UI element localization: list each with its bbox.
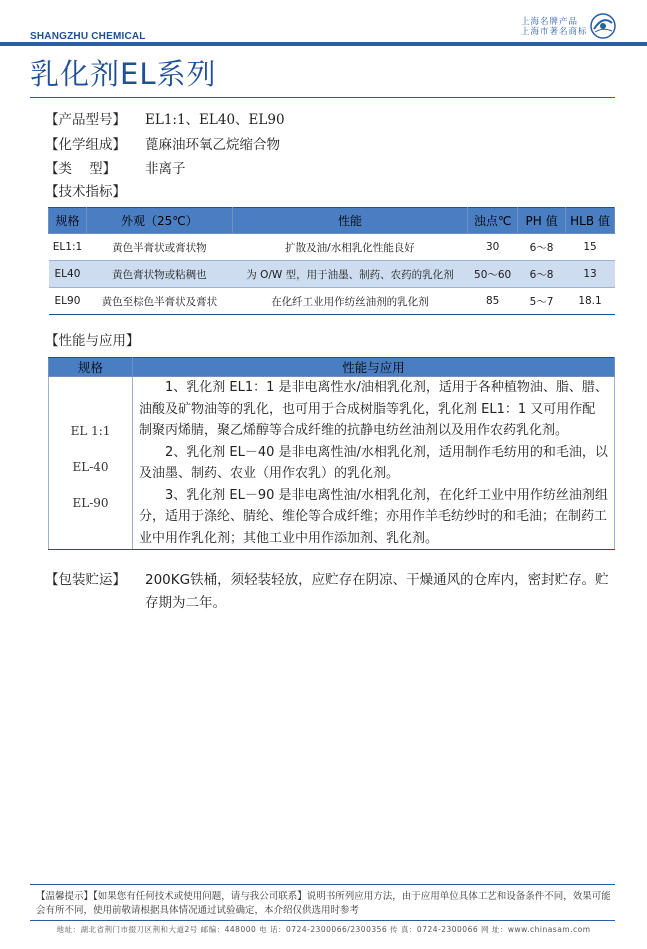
table-cell: 18.1 — [566, 288, 615, 315]
column-header: 浊点℃ — [468, 208, 518, 234]
spec-value: EL1:1、EL40、EL90 — [145, 112, 285, 128]
model-name: EL-40 — [72, 460, 109, 474]
spec-row-type — [45, 157, 186, 177]
spec-value: 非离子 — [145, 161, 186, 177]
table-cell: EL90 — [49, 288, 87, 315]
page-title: 乳化剂EL系列 — [30, 57, 217, 91]
table-cell: 为 O/W 型，用于油墨、制药、农药的乳化剂 — [232, 261, 467, 288]
section-label: 【包装贮运】 — [45, 572, 126, 588]
company-logo-icon — [588, 11, 618, 41]
header-divider — [0, 42, 647, 46]
table-cell: 30 — [468, 234, 518, 261]
table-cell: EL1:1 — [49, 234, 87, 261]
table-cell: 黄色膏状物或粘稠也 — [86, 261, 232, 288]
description-paragraph: 2、乳化剂 EL－40 是非电离性油/水相乳化剂，适用制作毛纺用的和毛油，以及油墨、制药、农业（用作农乳）的乳化剂。 — [139, 444, 608, 481]
spec-row-model — [45, 108, 285, 128]
column-header: 外观（25℃） — [86, 208, 232, 234]
model-list-cell — [49, 377, 133, 550]
footer-address: 地址：湖北省荆门市掇刀区荆和大道2号 邮编：448000 电 话：0724-2300066/2300356 传 真：0724-2300066 网 址：www.chinasam.com — [56, 925, 591, 934]
table-cell: EL40 — [49, 261, 87, 288]
table-cell: 扩散及油/水相乳化性能良好 — [232, 234, 467, 261]
table-cell: 5～7 — [518, 288, 566, 315]
table-cell: 在化纤工业用作纺丝油剂的乳化剂 — [232, 288, 467, 315]
description-paragraph: 1、乳化剂 EL1：1 是非电离性水/油相乳化剂，适用于各种植物油、脂、腊、油酸及矿物油等的乳化，也可用于合成树脂等乳化，乳化剂 EL1：1 又可用作配制聚丙烯腈，聚乙烯醇等合成纤维的抗静电纺丝油剂以及用作农药乳化剂。 — [139, 380, 608, 438]
footer-divider — [30, 884, 615, 885]
table-cell: 85 — [468, 288, 518, 315]
spec-value: 蓖麻油环氧乙烷缩合物 — [145, 137, 280, 153]
table-row — [49, 288, 615, 315]
column-header: HLB 值 — [566, 208, 615, 234]
packaging-text: 200KG铁桶，须轻装轻放，应贮存在阴凉、干燥通风的仓库内，密封贮存。贮存期为二年。 — [145, 572, 609, 611]
brand-line-2: 上海市著名商标 — [521, 27, 588, 37]
spec-label: 【类 型】 — [45, 161, 117, 177]
column-header: 规格 — [49, 208, 87, 234]
spec-label: 【技术指标】 — [45, 184, 126, 200]
column-header: PH 值 — [518, 208, 566, 234]
model-name: EL-90 — [72, 496, 109, 510]
brand-line-1: 上海名牌产品 — [521, 17, 579, 27]
description-cell — [133, 377, 615, 550]
table-cell: 6～8 — [518, 261, 566, 288]
spec-row-composition — [45, 133, 280, 153]
column-header: 性能与应用 — [133, 358, 615, 377]
table-row — [49, 261, 615, 288]
table-cell: 50～60 — [468, 261, 518, 288]
table-cell: 黄色至棕色半膏状及膏状 — [86, 288, 232, 315]
section-label-application — [45, 329, 140, 349]
spec-row-tech — [45, 180, 145, 200]
table-row — [49, 377, 615, 550]
page-header — [0, 0, 647, 44]
spec-label: 【化学组成】 — [45, 137, 126, 153]
application-table — [48, 357, 615, 550]
description-paragraph: 3、乳化剂 EL－90 是非电离性油/水相乳化剂，在化纤工业中用作纺丝油剂组分，适用于涤纶、腈纶、维伦等合成纤维；亦用作羊毛纺纱时的和毛油；在制药工业中用作乳化剂；其他工业中用作添加剂、乳化剂。 — [139, 487, 608, 546]
model-name: EL 1:1 — [70, 424, 111, 438]
table-cell: 15 — [566, 234, 615, 261]
spec-label: 【产品型号】 — [45, 112, 126, 128]
footer-note: 【温馨提示】【如果您有任何技术或使用问题，请与我公司联系】说明书所列应用方法，由于应用单位具体工艺和设备条件不同，效果可能会有所不同，使用前敬请根据具体情况通过试验确定，本介绍仅供选用时参考 — [36, 891, 611, 916]
section-label: 【性能与应用】 — [45, 333, 140, 349]
column-header: 性能 — [232, 208, 467, 234]
footer-divider — [30, 920, 615, 921]
table-cell: 6～8 — [518, 234, 566, 261]
title-divider — [30, 97, 615, 98]
table-row — [49, 234, 615, 261]
table-cell: 13 — [566, 261, 615, 288]
table-header-row — [49, 208, 615, 234]
tech-spec-table — [48, 207, 615, 315]
column-header: 规格 — [49, 358, 133, 377]
table-header-row — [49, 358, 615, 377]
company-name-en: SHANGZHU CHEMICAL — [30, 31, 146, 42]
table-cell: 黄色半膏状或膏状物 — [86, 234, 232, 261]
